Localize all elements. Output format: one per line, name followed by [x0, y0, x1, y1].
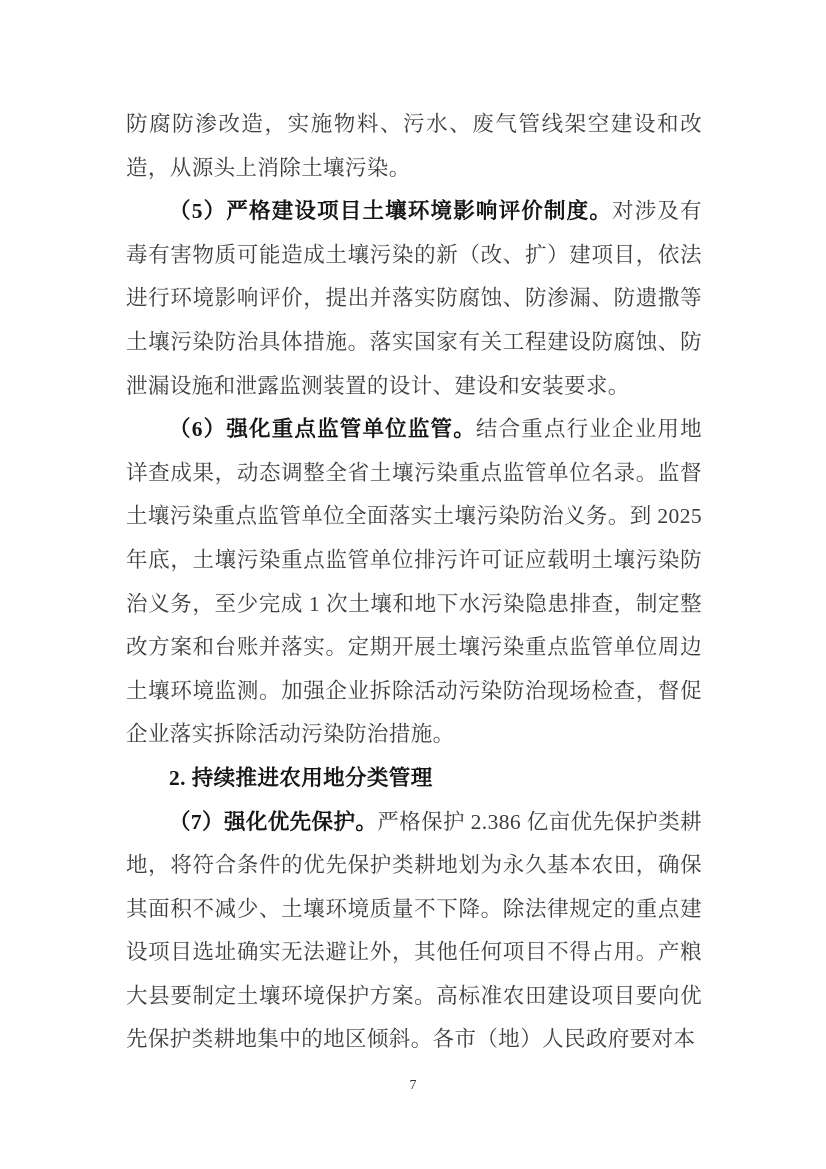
section-heading	[126, 757, 702, 801]
paragraph-lead-bold: （7）强化优先保护。	[169, 809, 378, 834]
paragraph-text: 严格保护 2.386 亿亩优先保护类耕地，将符合条件的优先保护类耕地划为永久基本农田，确保其面积不减少、土壤环境质量不下降。除法律规定的重点建设项目选址确实无法避让外，其他任何项目不得占用。产粮大县要制定土壤环境保护方案。高标准农田建设项目要向优先保护类耕地集中的地区倾斜。各市（地）人民政府要对本	[126, 809, 702, 1052]
page-footer	[0, 1076, 826, 1094]
page-number: 7	[409, 1078, 417, 1093]
paragraph-lead-bold: （6）强化重点监管单位监管。	[169, 417, 476, 442]
paragraph-text: 对涉及有毒有害物质可能造成土壤污染的新（改、扩）建项目，依法进行环境影响评价，提出并落实防腐蚀、防渗漏、防遗撒等土壤污染防治具体措施。落实国家有关工程建设防腐蚀、防泄漏设施和泄露监测装置的设计、建设和安装要求。	[126, 199, 702, 398]
document-body	[126, 103, 702, 1062]
paragraph-item-7	[126, 801, 702, 1063]
section-heading-text: 2. 持续推进农用地分类管理	[169, 765, 433, 790]
paragraph-continuation	[126, 103, 702, 190]
paragraph-text: 防腐防渗改造，实施物料、污水、废气管线架空建设和改造，从源头上消除土壤污染。	[126, 112, 702, 180]
paragraph-item-5	[126, 190, 702, 408]
paragraph-item-6	[126, 408, 702, 757]
paragraph-text: 结合重点行业企业用地详查成果，动态调整全省土壤污染重点监管单位名录。监督土壤污染重点监管单位全面落实土壤污染防治义务。到 2025 年底，土壤污染重点监管单位排污许可证应载明土壤污染防治义务，至少完成 1 次土壤和地下水污染隐患排查，制定整改方案和台账并落实。定期开展土壤污染重点监管单位周边土壤环境监测。加强企业拆除活动污染防治现场检查，督促企业落实拆除活动污染防治措施。	[126, 417, 702, 747]
paragraph-lead-bold: （5）严格建设项目土壤环境影响评价制度。	[169, 199, 613, 224]
